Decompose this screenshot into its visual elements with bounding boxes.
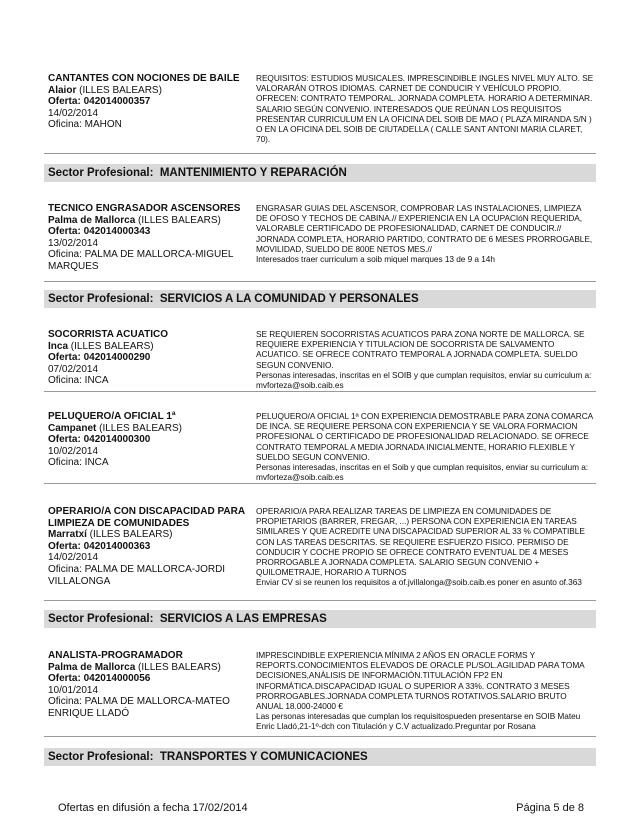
offer-location: Alaior [48,84,77,96]
offer-province: (ILLES BALEARS) [135,661,221,673]
offer-contact-note: Enviar CV si se reunen los requisitos a of.jvillalonga@soib.caib.es poner en asunto of.363 [256,577,582,588]
offer-contact-note: Personas interesadas, inscritas en el Soib y que cumplan requisitos, enviar su curriculum a: mvforteza@soib.caib.es [256,462,589,483]
offer-summary [48,329,248,387]
offer-office: Oficina: MAHON [48,119,122,131]
offer-number: 042014000300 [83,434,151,446]
offer-province: (ILLES BALEARS) [68,340,154,352]
offer-summary [48,73,248,131]
offer-number-label: Oferta: [48,673,81,685]
page-footer [44,796,592,820]
divider [44,483,596,484]
footer-date-note: Ofertas en difusión a fecha 17/02/2014 [58,802,248,814]
offer-description-text: IMPRESCINDIBLE EXPERIENCIA MÍNIMA 2 AÑOS EN ORACLE FORMS Y REPORTS.CONOCIMIENTOS ELEVADOS DE ORACLE PL/SOL.AGILIDAD PARA TOMA DECISIONES,ANÁLISIS DE INFORMACIÓN.TITULACIÓN FP2 EN INFORMÁTICA.DISCAPACIDAD IGUAL O SUPERIOR A 33%. CONTRATO 3 MESES PRORROGABLES.JORNADA COMPLETA TURNOS ROTATIVOS.SALARIO BRUTO ANUAL 18.000-24000 € [256,650,585,712]
sector-name: SERVICIOS A LAS EMPRESAS [159,613,327,625]
sector-label: Sector Profesional: [48,167,154,179]
offer-province: (ILLES BALEARS) [76,84,162,96]
offer-contact-note: Interesados traer curriculum a soib miquel marques 13 de 9 a 14h [256,254,495,265]
offer-title: TECNICO ENGRASADOR ASCENSORES [48,203,241,214]
offer-number: 042014000290 [83,352,151,364]
offer-number: 042014000056 [83,673,151,685]
offer-title: OPERARIO/A CON DISCAPACIDAD PARA LIMPIEZA DE COMUNIDADES [48,506,245,529]
offer-summary [48,506,248,587]
divider [44,281,596,282]
offer-date: 10/02/2014 [48,445,99,457]
sector-label: Sector Profesional: [48,751,154,763]
offer-description [256,411,594,482]
offer-number: 042014000357 [83,96,151,108]
divider [44,153,596,154]
offer-location: Campanet [48,422,97,434]
offer-number-label: Oferta: [48,226,81,238]
sector-label: Sector Profesional: [48,613,154,625]
offer-location: Marratxí [48,529,87,541]
offer-date: 07/02/2014 [48,363,99,375]
offer-number: 042014000343 [83,226,151,238]
offer-date: 13/02/2014 [48,237,99,249]
sector-name: MANTENIMIENTO Y REPARACIÓN [159,167,347,179]
offer-description-text: REQUISITOS: ESTUDIOS MUSICALES. IMPRESCINDIBLE INGLES NIVEL MUY ALTO. SE VALORARÁN OTROS IDIOMAS. CARNET DE CONDUCIR Y VEHÍCULO PROPIO. OFRECEN: CONTRATO TEMPORAL. JORNADA COMPLETA. HORARIO A DETERMINAR. SALARIO SEGÚN CONVENIO. INTERESADOS QUE REÚNAN LOS REQUISITOS PRESENTAR CURRICULUM EN LA OFICINA DEL SOIB DE MAO ( PLAZA MIRANDA S/N ) O EN LA OFICINA DEL SOIB DE CIUTADELLA ( CALLE SANT ANTONI MARIA CLARET, 70). [256,73,594,145]
offer-location: Palma de Mallorca [48,214,136,226]
offer-summary [48,650,248,720]
offer-title: PELUQUERO/A OFICIAL 1ª [48,411,176,422]
offer-description-text: ENGRASAR GUIAS DEL ASCENSOR, COMPROBAR LAS INSTALACIONES, LIMPIEZA DE OFOSO Y TECHOS DE CABINA.// EXPERIENCIA EN LA OCUPACIóN REQUERIDA, VALORABLE CERTIFICADO DE PROFESIONALIDAD, CARNET DE CONDUCIR.// JORNADA COMPLETA, HORARIO PARTIDO, CONTRATO DE 6 MESES PRORROGABLE, MOVILIDAD, SUELDO DE 800E NETOS MES.// [256,203,593,254]
offer-number: 042014000363 [83,540,151,552]
sector-name: SERVICIOS A LA COMUNIDAD Y PERSONALES [159,293,419,305]
offer-office: Oficina: PALMA DE MALLORCA-MIGUEL MARQUES [48,249,234,272]
offer-description [256,650,594,732]
offer-date: 10/01/2014 [48,684,99,696]
sector-header [44,164,596,182]
divider [44,736,596,737]
offer-office: Oficina: INCA [48,375,109,387]
offer-location: Palma de Mallorca [48,661,136,673]
offer-summary [48,203,248,273]
offer-description [256,203,594,264]
divider [44,600,596,601]
sector-header [44,610,596,628]
page-number: Página 5 de 8 [516,802,584,814]
offer-province: (ILLES BALEARS) [96,422,182,434]
offer-contact-note: Personas interesadas, inscritas en el SOIB y que cumplan requisitos, enviar su curriculum a: mvforteza@soib.caib.es [256,369,592,391]
divider [44,391,596,392]
offer-province: (ILLES BALEARS) [135,214,221,226]
sector-label: Sector Profesional: [48,293,154,305]
offer-description [256,73,594,144]
offer-number-label: Oferta: [48,352,81,364]
sector-name: TRANSPORTES Y COMUNICACIONES [159,751,368,763]
offer-description-text: PELUQUERO/A OFICIAL 1ª CON EXPERIENCIA DEMOSTRABLE PARA ZONA COMARCA DE INCA. SE REQUIERE PERSONA CON EXPERIENCIA Y SE VALORA FORMACION PROFESIONAL O CERTIFICADO DE PROFESIONALIDAD RELACIONADO. SE OFRECE CONTRATO TEMPORAL A MEDIA JORNADA INICIALMENTE, HORARIO FLEXIBLE Y SUELDO SEGUN CONVENIO. [256,411,593,462]
offer-office: Oficina: INCA [48,457,109,469]
sector-header [44,290,596,308]
offer-date: 14/02/2014 [48,552,99,564]
offer-title: CANTANTES CON NOCIONES DE BAILE [48,73,240,84]
offer-title: SOCORRISTA ACUATICO [48,329,168,340]
offer-description [256,506,594,588]
offer-summary [48,411,248,469]
sector-header [44,748,596,766]
offer-description [256,329,594,390]
offer-number-label: Oferta: [48,540,81,552]
offer-location: Inca [48,340,69,352]
offer-office: Oficina: PALMA DE MALLORCA-MATEO ENRIQUE LLADÓ [48,696,230,719]
offer-title: ANALISTA-PROGRAMADOR [48,650,183,661]
offer-number-label: Oferta: [48,96,81,108]
offer-province: (ILLES BALEARS) [86,529,173,541]
offer-number-label: Oferta: [48,434,81,446]
offer-contact-note: Las personas interesadas que cumplan los requisitospueden presentarse en SOIB Mateu Enric Lladó,21-1º-dch con Titulación y C.V actualizado.Preguntar por Rosana [256,711,581,732]
offer-description-text: OPERARIO/A PARA REALIZAR TAREAS DE LIMPIEZA EN COMUNIDADES DE PROPIETARIOS (BARRER, FREGAR, ...) PERSONA CON EXPERIENCIA EN TAREAS SIMILARES Y QUE ACREDITE UNA DISCAPACIDAD SUPERIOR AL 33 % COMPATIBLE CON LAS TAREAS DESCRITAS. SE REQUIERE ESFUERZO FISICO. PERMISO DE CONDUCIR Y COCHE PROPIO SE OFRECE CONTRATO EVENTUAL DE 4 MESES PRORROGABLE A JORNADA COMPLETA. SALARIO SEGUN CONVENIO + QUILOMETRAJE, HORARIO A TURNOS [256,506,585,578]
offer-office: Oficina: PALMA DE MALLORCA-JORDI VILLALONGA [48,563,226,587]
offer-description-text: SE REQUIEREN SOCORRISTAS ACUATICOS PARA ZONA NORTE DE MALLORCA. SE REQUIERE EXPERIENCIA Y TITULACION DE SOCORRISTA DE SALVAMENTO ACUATICO. SE OFRECE CONTRATO TEMPORAL A JORNADA COMPLETA. SUELDO SEGUN CONVENIO. [256,329,585,370]
offer-date: 14/02/2014 [48,107,99,119]
